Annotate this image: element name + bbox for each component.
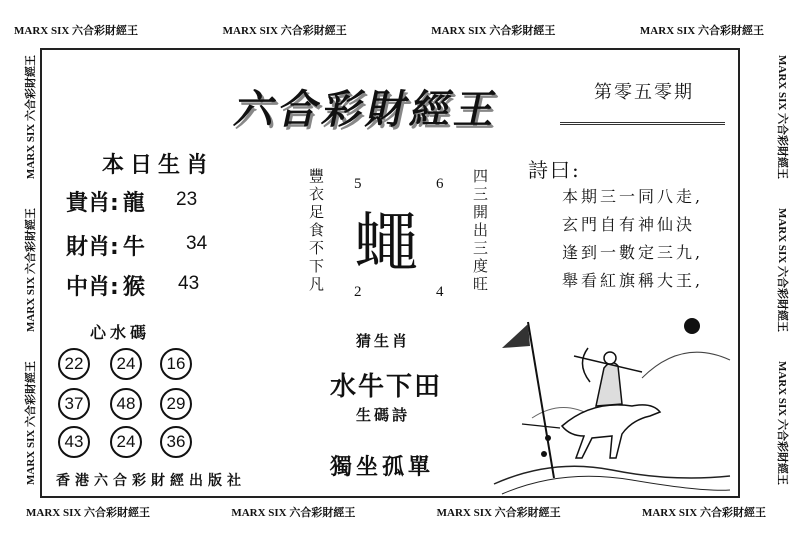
lucky-number-ball: 36	[160, 426, 192, 458]
left-vertical-verse: 豐衣足食不下凡	[307, 168, 325, 294]
border-text: MARX SIX 六合彩財經王	[25, 360, 37, 485]
guess-zodiac-label: 猜生肖	[356, 332, 411, 350]
border-text: MARX SIX 六合彩財經王	[25, 207, 37, 333]
border-text: MARX SIX 六合彩財經王	[431, 25, 556, 37]
zodiac-number: 23	[176, 189, 198, 210]
border-band-left	[22, 55, 38, 485]
publisher-line: 香港六合彩財經出版社	[56, 473, 246, 489]
zodiac-row	[66, 186, 198, 217]
lucky-number-ball: 37	[58, 388, 90, 420]
border-band-right	[775, 55, 791, 485]
lucky-number-ball: 43	[58, 426, 90, 458]
masthead-title: 六合彩財經王	[230, 87, 505, 133]
border-text: MARX SIX 六合彩財經王	[26, 507, 151, 519]
zodiac-number: 34	[186, 233, 208, 254]
poem-line: 本期三一同八走,	[562, 187, 704, 206]
border-text: MARX SIX 六合彩財經王	[776, 207, 788, 333]
border-text: MARX SIX 六合彩財經王	[14, 25, 139, 37]
lonely-heading: 獨坐孤單	[330, 455, 435, 480]
corner-number: 5	[354, 176, 362, 192]
zodiac-row-label: 貴肖:	[66, 191, 119, 216]
lucky-number-ball: 29	[160, 388, 192, 420]
issue-number: 第零五零期	[594, 82, 694, 103]
zodiac-animal: 牛	[122, 235, 145, 260]
border-text: MARX SIX 六合彩財經王	[641, 507, 766, 519]
border-text: MARX SIX 六合彩財經王	[776, 55, 788, 180]
zodiac-row-label: 中肖:	[66, 275, 119, 300]
riddle-character: 蠅	[354, 207, 418, 281]
corner-number: 6	[436, 176, 444, 192]
issue-divider	[560, 122, 725, 125]
lucky-numbers-heading: 心水碼	[90, 323, 151, 342]
border-text: MARX SIX 六合彩財經王	[776, 360, 788, 485]
lucky-number-ball: 24	[110, 426, 142, 458]
zodiac-animal: 龍	[122, 191, 145, 216]
today-zodiac-heading: 本日生肖	[102, 153, 215, 178]
lucky-number-ball: 16	[160, 348, 192, 380]
border-band-top	[14, 22, 764, 38]
zodiac-number: 43	[178, 273, 200, 294]
border-text: MARX SIX 六合彩財經王	[436, 507, 561, 519]
border-text: MARX SIX 六合彩財經王	[231, 507, 356, 519]
poem-line: 舉看紅旗稱大王,	[562, 271, 704, 290]
poem-line: 逢到一數定三九,	[562, 243, 704, 262]
zodiac-row-label: 財肖:	[66, 235, 119, 260]
lucky-number-ball: 24	[110, 348, 142, 380]
poem-line: 玄門自有神仙決	[562, 215, 696, 234]
code-poem-label: 生碼詩	[356, 406, 411, 424]
right-vertical-verse: 四三開出三度旺	[471, 168, 489, 294]
horseman-illustration	[492, 308, 732, 496]
border-text: MARX SIX 六合彩財經王	[639, 25, 764, 37]
corner-number: 4	[436, 284, 444, 300]
poem-title: 詩曰:	[528, 158, 581, 182]
border-text: MARX SIX 六合彩財經王	[222, 25, 347, 37]
lucky-number-ball: 48	[110, 388, 142, 420]
zodiac-row	[66, 230, 208, 261]
border-band-bottom	[26, 504, 766, 520]
lucky-number-ball: 22	[58, 348, 90, 380]
zodiac-animal: 猴	[122, 275, 145, 300]
corner-number: 2	[354, 284, 362, 300]
border-text: MARX SIX 六合彩財經王	[25, 55, 37, 180]
guess-zodiac-answer: 水牛下田	[330, 372, 443, 402]
zodiac-row	[66, 270, 200, 301]
